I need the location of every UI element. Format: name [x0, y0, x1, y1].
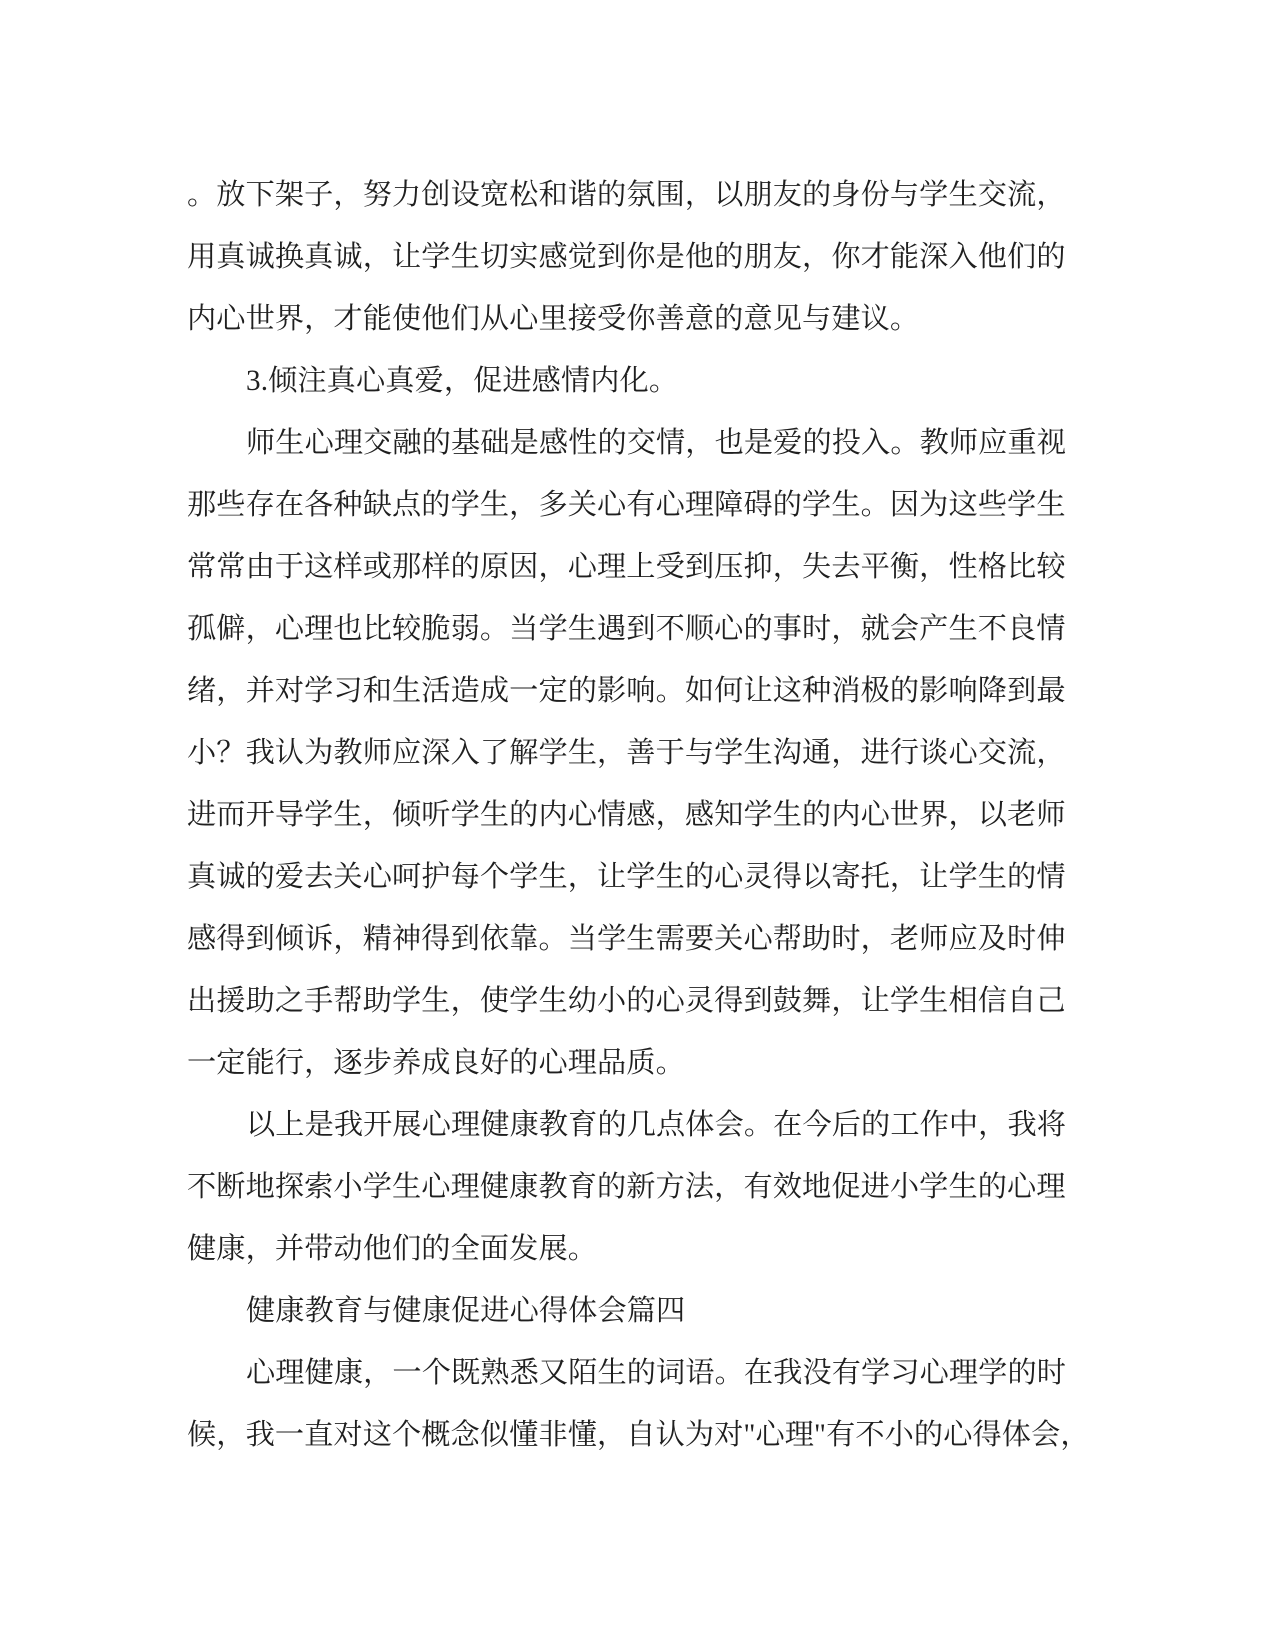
paragraph	[187, 412, 1069, 1094]
text-line: 健康，并带动他们的全面发展。	[187, 1233, 598, 1265]
text-line: 一定能行，逐步养成良好的心理品质。	[187, 1047, 685, 1079]
text-block	[187, 164, 1090, 1466]
text-line: 绪，并对学习和生活造成一定的影响。如何让这种消极的影响降到最	[187, 675, 1066, 707]
text-line: 候，我一直对这个概念似懂非懂，自认为对"心理"有不小的心得体会，	[187, 1419, 1090, 1451]
text-line: 师生心理交融的基础是感性的交情，也是爱的投入。教师应重视	[246, 427, 1067, 459]
text-line: 进而开导学生，倾听学生的内心情感，感知学生的内心世界，以老师	[187, 799, 1066, 831]
paragraph	[187, 1280, 1069, 1342]
paragraph	[187, 1094, 1069, 1280]
text-line: 感得到倾诉，精神得到依靠。当学生需要关心帮助时，老师应及时伸	[187, 923, 1066, 955]
text-line: 真诚的爱去关心呵护每个学生，让学生的心灵得以寄托，让学生的情	[187, 861, 1066, 893]
paragraph	[187, 1342, 1090, 1466]
text-line: 以上是我开展心理健康教育的几点体会。在今后的工作中，我将	[246, 1109, 1067, 1141]
text-line: 不断地探索小学生心理健康教育的新方法，有效地促进小学生的心理	[187, 1171, 1066, 1203]
text-line: 内心世界，才能使他们从心里接受你善意的意见与建议。	[187, 303, 920, 335]
text-line: 小？我认为教师应深入了解学生，善于与学生沟通，进行谈心交流，	[187, 737, 1066, 769]
text-line: 3.倾注真心真爱，促进感情内化。	[246, 365, 679, 397]
paragraph	[187, 350, 1069, 412]
text-line: 那些存在各种缺点的学生，多关心有心理障碍的学生。因为这些学生	[187, 489, 1066, 521]
text-line: 出援助之手帮助学生，使学生幼小的心灵得到鼓舞，让学生相信自己	[187, 985, 1066, 1017]
text-line: 心理健康，一个既熟悉又陌生的词语。在我没有学习心理学的时	[246, 1357, 1067, 1389]
paragraph	[187, 164, 1069, 350]
text-line: 健康教育与健康促进心得体会篇四	[246, 1295, 686, 1327]
text-line: 孤僻，心理也比较脆弱。当学生遇到不顺心的事时，就会产生不良情	[187, 613, 1066, 645]
text-line: 常常由于这样或那样的原因，心理上受到压抑，失去平衡，性格比较	[187, 551, 1066, 583]
text-line: 。放下架子，努力创设宽松和谐的氛围，以朋友的身份与学生交流，	[187, 179, 1066, 211]
text-line: 用真诚换真诚，让学生切实感觉到你是他的朋友，你才能深入他们的	[187, 241, 1066, 273]
